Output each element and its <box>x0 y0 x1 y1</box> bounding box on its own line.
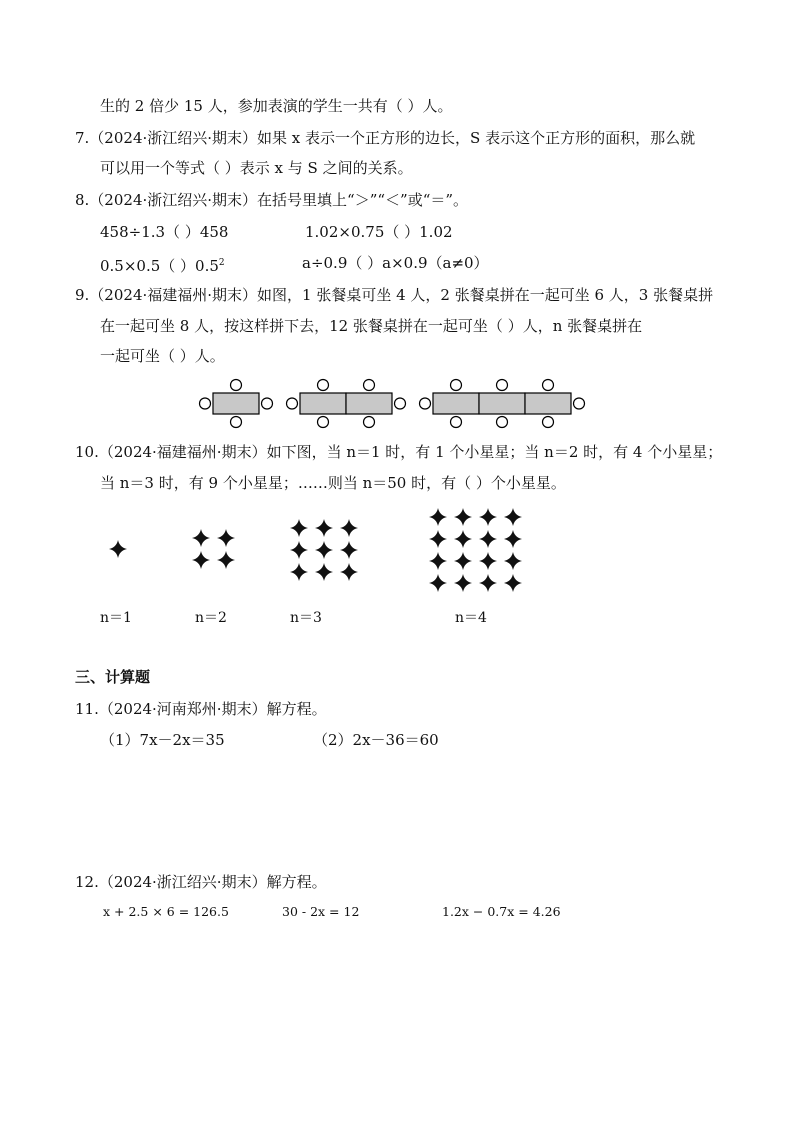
n1-label: n＝1 <box>100 610 132 626</box>
star-icon <box>479 508 497 526</box>
q10-line2: 当 n＝3 时，有 9 个小星星；……则当 n＝50 时，有（ ）个小星星。 <box>100 474 566 492</box>
star-icon <box>340 541 358 559</box>
seat-circle <box>574 398 585 409</box>
q8-item-c-text: 0.5×0.5（ ）0.5 <box>100 257 219 275</box>
star-icon <box>504 552 522 570</box>
stars-figure <box>100 500 540 600</box>
q8-item-c-exponent: 2 <box>218 258 225 268</box>
table-3a-rect <box>433 393 479 414</box>
seat-circle <box>231 380 242 391</box>
star-icon <box>479 530 497 548</box>
q11-equation-2: （2）2x－36＝60 <box>313 731 439 749</box>
star-icon <box>479 574 497 592</box>
seat-circle <box>543 380 554 391</box>
star-icon <box>290 519 308 537</box>
seat-circle <box>200 398 211 409</box>
table-3b-rect <box>479 393 525 414</box>
star-icon <box>217 529 235 547</box>
table-3c-rect <box>525 393 571 414</box>
q11-title: 11.（2024·河南郑州·期末）解方程。 <box>75 700 327 718</box>
star-icon <box>504 508 522 526</box>
q8-item-b: 1.02×0.75（ ）1.02 <box>305 223 453 241</box>
table-2a-rect <box>300 393 346 414</box>
star-icon <box>315 563 333 581</box>
q8-item-c <box>100 253 225 276</box>
seat-circle <box>497 417 508 428</box>
star-icon <box>454 574 472 592</box>
star-icon <box>109 540 127 558</box>
q12-equation-2: 30 - 2x = 12 <box>282 904 360 919</box>
star-icon <box>504 530 522 548</box>
star-icon <box>429 574 447 592</box>
seat-circle <box>364 380 375 391</box>
q12-equation-1: x + 2.5 × 6 = 126.5 <box>103 904 229 919</box>
q8-item-d: a÷0.9（ ）a×0.9（a≠0） <box>302 254 489 272</box>
seat-circle <box>451 417 462 428</box>
seat-circle <box>497 380 508 391</box>
star-icon <box>429 530 447 548</box>
seat-circle <box>318 417 329 428</box>
q12-equation-3: 1.2x − 0.7x = 4.26 <box>442 904 561 919</box>
seat-circle <box>420 398 431 409</box>
star-icon <box>429 508 447 526</box>
star-icon <box>315 519 333 537</box>
star-icon <box>454 508 472 526</box>
seat-circle <box>262 398 273 409</box>
star-icon <box>217 551 235 569</box>
star-icon <box>290 563 308 581</box>
q8-item-a: 458÷1.3（ ）458 <box>100 223 229 241</box>
seat-circle <box>543 417 554 428</box>
n4-label: n＝4 <box>455 610 487 626</box>
seat-circle <box>318 380 329 391</box>
star-icon <box>290 541 308 559</box>
seat-circle <box>287 398 298 409</box>
table-1-rect <box>213 393 259 414</box>
star-icon <box>479 552 497 570</box>
star-icon <box>454 552 472 570</box>
q12-title: 12.（2024·浙江绍兴·期末）解方程。 <box>75 873 327 891</box>
seat-circle <box>231 417 242 428</box>
star-icon <box>454 530 472 548</box>
q8-title: 8.（2024·浙江绍兴·期末）在括号里填上“＞”“＜”或“＝”。 <box>75 191 469 209</box>
q7-line1: 7.（2024·浙江绍兴·期末）如果 x 表示一个正方形的边长，S 表示这个正方形的面积，那么就 <box>75 129 696 147</box>
seat-circle <box>451 380 462 391</box>
seat-circle <box>395 398 406 409</box>
table-2b-rect <box>346 393 392 414</box>
q6-continuation: 生的 2 倍少 15 人，参加表演的学生一共有（ ）人。 <box>100 97 453 115</box>
q9-line1: 9.（2024·福建福州·期末）如图，1 张餐桌可坐 4 人，2 张餐桌拼在一起可坐 6 人，3 张餐桌拼 <box>75 286 714 304</box>
seat-circle <box>364 417 375 428</box>
q9-line3: 一起可坐（ ）人。 <box>100 347 225 365</box>
star-icon <box>192 529 210 547</box>
section-3-title: 三、计算题 <box>75 668 151 686</box>
q11-equation-1: （1）7x－2x＝35 <box>100 731 225 749</box>
star-icon <box>504 574 522 592</box>
star-icon <box>340 563 358 581</box>
dining-tables-figure <box>195 375 590 435</box>
n2-label: n＝2 <box>195 610 227 626</box>
star-icon <box>315 541 333 559</box>
star-icon <box>340 519 358 537</box>
q9-line2: 在一起可坐 8 人，按这样拼下去，12 张餐桌拼在一起可坐（ ）人，n 张餐桌拼在 <box>100 317 643 335</box>
n3-label: n＝3 <box>290 610 322 626</box>
star-icon <box>192 551 210 569</box>
star-icon <box>429 552 447 570</box>
q10-line1: 10.（2024·福建福州·期末）如下图，当 n＝1 时，有 1 个小星星；当 n＝2 时，有 4 个小星星； <box>75 443 723 461</box>
q7-line2: 可以用一个等式（ ）表示 x 与 S 之间的关系。 <box>100 159 413 177</box>
